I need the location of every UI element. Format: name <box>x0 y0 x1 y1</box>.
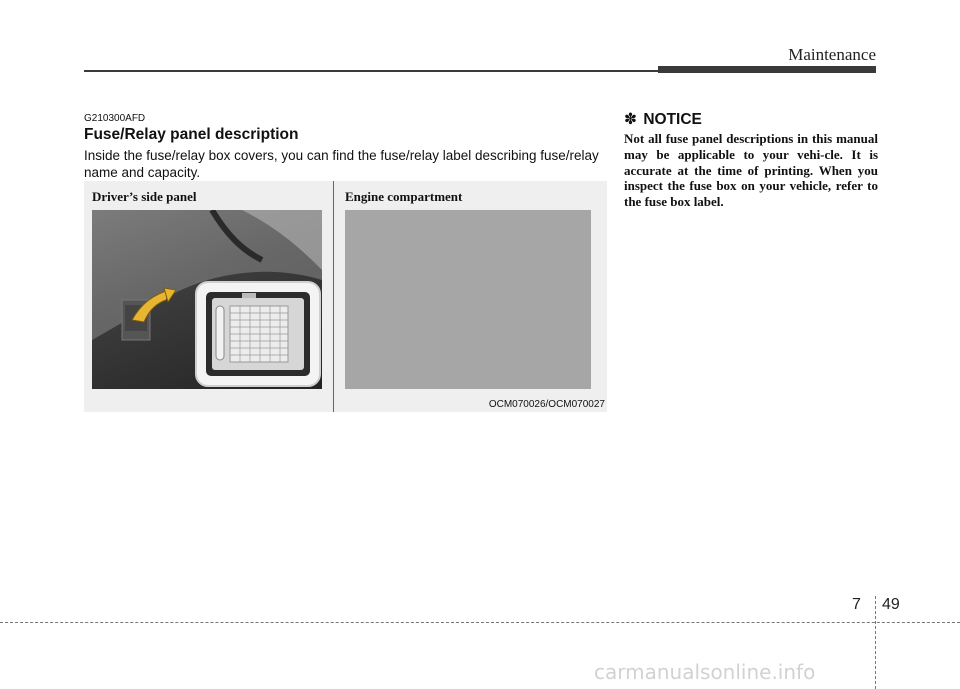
footer-divider <box>875 596 877 689</box>
notice-icon: ✽ <box>624 110 637 128</box>
notice-title-text: NOTICE <box>643 111 702 128</box>
figure-right-label: Engine compartment <box>345 189 463 204</box>
figure-divider <box>333 181 334 412</box>
notice-body: Not all fuse panel descriptions in this manual may be applicable to your vehi-cle. It is accurate at the time of printing. When you inspect the fuse box on your vehicle, refer to the fuse box label. <box>624 131 878 210</box>
notice-title <box>624 110 702 129</box>
engine-compartment-photo <box>345 210 591 389</box>
driver-side-panel-photo <box>92 210 322 389</box>
driver-side-panel-illustration <box>92 210 322 389</box>
footer-rule <box>0 622 960 623</box>
header-title: Maintenance <box>788 45 876 64</box>
page-number: 49 <box>882 596 900 613</box>
header-rule <box>84 70 664 72</box>
figure-left-label: Driver’s side panel <box>92 189 197 204</box>
figure <box>84 181 607 412</box>
section-body: Inside the fuse/relay box covers, you can find the fuse/relay label describing fuse/relay name and capacity. <box>84 148 599 180</box>
section-code: G210300AFD <box>84 113 146 124</box>
figure-caption: OCM070026/OCM070027 <box>488 399 605 410</box>
watermark: carmanualsonline.info <box>594 660 816 684</box>
chapter-number: 7 <box>852 596 861 613</box>
header-rule-accent <box>658 66 876 73</box>
section-title: Fuse/Relay panel description <box>84 126 299 143</box>
